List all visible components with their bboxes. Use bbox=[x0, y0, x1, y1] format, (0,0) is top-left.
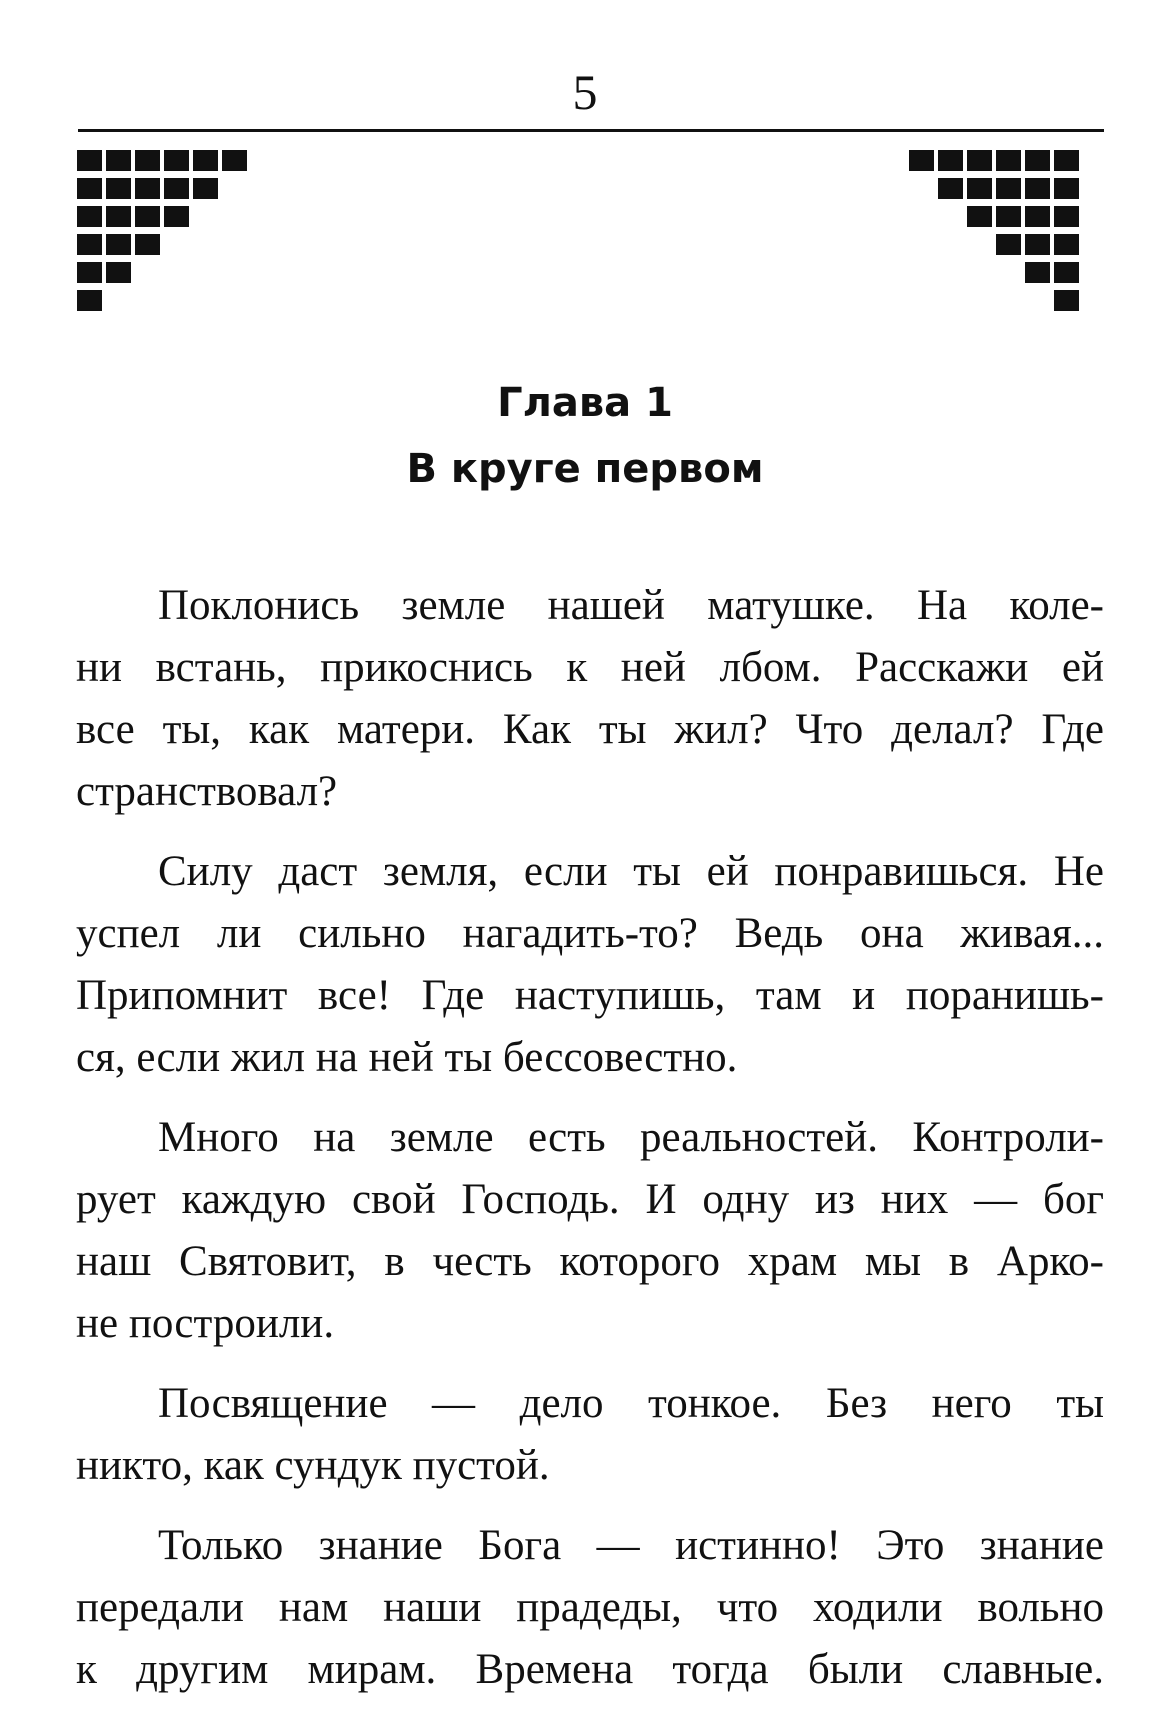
text-line: к другим мирам. Времена тогда были славные. bbox=[76, 1646, 1104, 1693]
chapter-title: В круге первом bbox=[406, 446, 764, 492]
ornament-block bbox=[996, 178, 1021, 199]
paragraph bbox=[76, 1373, 1104, 1497]
text-line: Припомнит все! Где наступишь, там и поранишь- bbox=[76, 972, 1104, 1019]
paragraph bbox=[76, 841, 1104, 1089]
chapter-heading bbox=[0, 370, 1170, 502]
ornament-block bbox=[967, 206, 992, 227]
ornament-block bbox=[164, 178, 189, 199]
text-line: никто, как сундук пустой. bbox=[76, 1442, 550, 1489]
ornament-block bbox=[1054, 206, 1079, 227]
ornament-block bbox=[77, 150, 102, 171]
ornament-block bbox=[135, 206, 160, 227]
text-line: Посвящение — дело тонкое. Без него ты bbox=[158, 1380, 1104, 1427]
pixel-ornament-icon bbox=[905, 150, 1105, 330]
ornament-block bbox=[106, 234, 131, 255]
ornament-block bbox=[106, 262, 131, 283]
text-line: странствовал? bbox=[76, 768, 338, 815]
ornament-block bbox=[967, 178, 992, 199]
paragraph bbox=[76, 1515, 1104, 1701]
ornament-block bbox=[222, 150, 247, 171]
ornament-block bbox=[967, 150, 992, 171]
ornament-block bbox=[193, 150, 218, 171]
text-line: Только знание Бога — истинно! Это знание bbox=[158, 1522, 1104, 1569]
page-number: 5 bbox=[572, 64, 598, 120]
ornament-block bbox=[1025, 262, 1050, 283]
ornament-block bbox=[77, 290, 102, 311]
ornament-block bbox=[1025, 234, 1050, 255]
ornament-block bbox=[909, 150, 934, 171]
ornament-block bbox=[996, 150, 1021, 171]
text-line: ни встань, прикоснись к ней лбом. Расскажи ей bbox=[76, 644, 1104, 691]
ornament-block bbox=[135, 234, 160, 255]
ornament-block bbox=[996, 206, 1021, 227]
text-line: Много на земле есть реальностей. Контроли- bbox=[158, 1114, 1104, 1161]
ornament-block bbox=[106, 206, 131, 227]
ornament-block bbox=[1054, 150, 1079, 171]
corner-ornament-right bbox=[905, 150, 1105, 330]
ornament-block bbox=[1054, 262, 1079, 283]
ornament-block bbox=[106, 178, 131, 199]
text-line: ся, если жил на ней ты бессовестно. bbox=[76, 1034, 738, 1081]
ornament-block bbox=[1025, 206, 1050, 227]
text-line: передали нам наши прадеды, что ходили вольно bbox=[76, 1584, 1104, 1631]
ornament-block bbox=[77, 178, 102, 199]
body-text bbox=[76, 575, 1104, 1719]
ornament-block bbox=[1054, 178, 1079, 199]
ornament-block bbox=[77, 206, 102, 227]
chapter-label: Глава 1 bbox=[497, 380, 673, 426]
text-line: рует каждую свой Господь. И одну из них — бог bbox=[76, 1176, 1104, 1223]
text-line: не построили. bbox=[76, 1300, 335, 1347]
ornament-block bbox=[135, 178, 160, 199]
text-line: успел ли сильно нагадить-то? Ведь она живая... bbox=[76, 910, 1104, 957]
ornament-block bbox=[1054, 290, 1079, 311]
header-rule bbox=[78, 129, 1104, 132]
ornament-block bbox=[938, 150, 963, 171]
ornament-block bbox=[77, 262, 102, 283]
ornament-block bbox=[1025, 150, 1050, 171]
ornament-block bbox=[1054, 234, 1079, 255]
ornament-block bbox=[77, 234, 102, 255]
ornament-block bbox=[1025, 178, 1050, 199]
paragraph bbox=[76, 575, 1104, 823]
ornament-block bbox=[938, 178, 963, 199]
ornament-block bbox=[164, 206, 189, 227]
text-line: наш Святовит, в честь которого храм мы в Арко- bbox=[76, 1238, 1104, 1285]
text-line: Силу даст земля, если ты ей понравишься. Не bbox=[158, 848, 1104, 895]
corner-ornament-left bbox=[77, 150, 277, 330]
text-line: все ты, как матери. Как ты жил? Что делал? Где bbox=[76, 706, 1104, 753]
ornament-block bbox=[996, 234, 1021, 255]
ornament-block bbox=[164, 150, 189, 171]
ornament-block bbox=[135, 150, 160, 171]
ornament-block bbox=[106, 150, 131, 171]
pixel-ornament-icon bbox=[77, 150, 277, 330]
paragraph bbox=[76, 1107, 1104, 1355]
text-line: Поклонись земле нашей матушке. На коле- bbox=[158, 582, 1104, 629]
ornament-block bbox=[193, 178, 218, 199]
